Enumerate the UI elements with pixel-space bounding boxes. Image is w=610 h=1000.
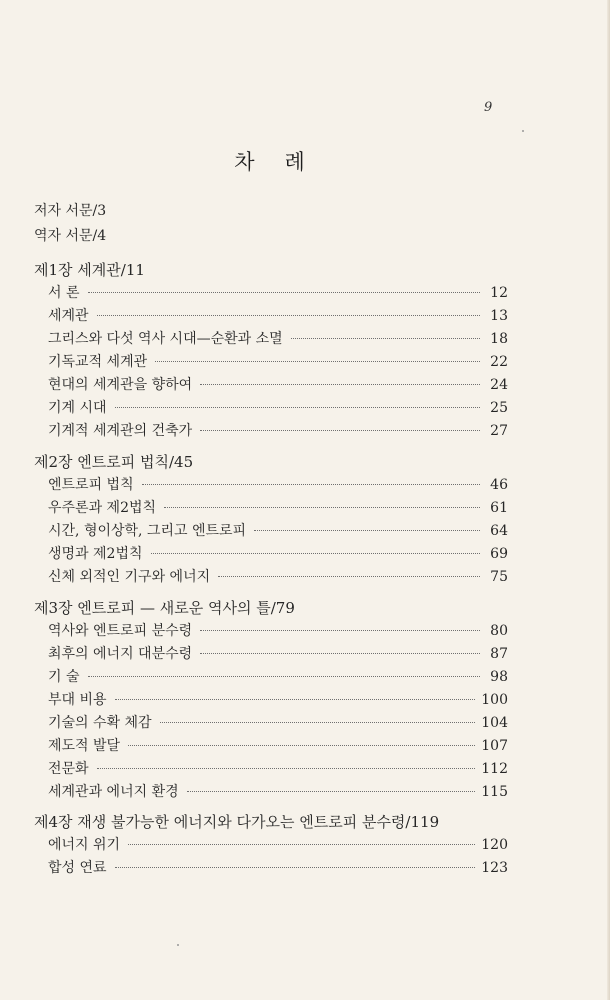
- toc-entry[interactable]: [48, 352, 508, 372]
- toc-entry[interactable]: [48, 736, 508, 756]
- toc-entry-page: 22: [490, 354, 508, 370]
- toc-entry-label: 현대의 세계관을 향하여: [48, 377, 193, 393]
- toc-entry-page: 115: [481, 784, 508, 800]
- toc-entry-label: 부대 비용: [48, 692, 107, 708]
- toc-entry[interactable]: [48, 306, 508, 326]
- dot-leader: [164, 507, 480, 508]
- toc-entry-label: 엔트로피 법칙: [48, 477, 134, 493]
- toc-entry-label: 세계관과 에너지 환경: [48, 784, 179, 800]
- toc-entry[interactable]: [48, 644, 508, 664]
- toc-entry[interactable]: [48, 690, 508, 710]
- toc-entry-page: 120: [481, 837, 508, 853]
- toc-entry-page: 123: [481, 860, 508, 876]
- dot-leader: [155, 361, 480, 362]
- toc-preface[interactable]: 역자 서문/4: [34, 228, 107, 244]
- toc-entry-label: 기계 시대: [48, 400, 107, 416]
- toc-entry-page: 18: [490, 331, 508, 347]
- dot-leader: [88, 292, 481, 293]
- dot-leader: [200, 630, 480, 631]
- dot-leader: [151, 553, 480, 554]
- toc-entry-page: 100: [481, 692, 508, 708]
- toc-entry[interactable]: [48, 475, 508, 495]
- toc-entry-label: 생명과 제2법칙: [48, 546, 143, 562]
- dot-leader: [200, 384, 480, 385]
- toc-entry-label: 신체 외적인 기구와 에너지: [48, 569, 211, 585]
- toc-entry-label: 기술의 수확 체감: [48, 715, 152, 731]
- toc-entry-label: 기계적 세계관의 건축가: [48, 423, 193, 439]
- toc-entry-label: 시간, 형이상학, 그리고 엔트로피: [48, 523, 247, 539]
- toc-entry-page: 13: [490, 308, 508, 324]
- toc-entry-page: 12: [490, 285, 508, 301]
- title-char: 례: [284, 150, 311, 174]
- toc-entry-page: 87: [490, 646, 508, 662]
- toc-preface[interactable]: 저자 서문/3: [34, 203, 107, 219]
- toc-entry-page: 27: [490, 423, 508, 439]
- toc-entry[interactable]: [48, 544, 508, 564]
- dot-leader: [291, 338, 480, 339]
- toc-entry-label: 기독교적 세계관: [48, 354, 148, 370]
- paper-speck: [522, 130, 524, 132]
- toc-entry-label: 에너지 위기: [48, 837, 121, 853]
- toc-chapter-heading[interactable]: 제4장 재생 불가능한 에너지와 다가오는 엔트로피 분수령/119: [34, 813, 440, 831]
- toc-entry[interactable]: [48, 283, 508, 303]
- page-number: 9: [484, 100, 493, 115]
- dot-leader: [115, 867, 476, 868]
- toc-entry-page: 104: [481, 715, 508, 731]
- toc-entry-label: 우주론과 제2법칙: [48, 500, 157, 516]
- toc-entry-page: 98: [490, 669, 508, 685]
- dot-leader: [142, 484, 480, 485]
- toc-entry[interactable]: [48, 835, 508, 855]
- toc-entry[interactable]: [48, 759, 508, 779]
- toc-entry[interactable]: [48, 521, 508, 541]
- toc-entry[interactable]: [48, 782, 508, 802]
- dot-leader: [128, 844, 475, 845]
- paper-speck: [177, 944, 179, 946]
- toc-entry[interactable]: [48, 421, 508, 441]
- toc-entry-page: 64: [490, 523, 508, 539]
- toc-entry-page: 24: [490, 377, 508, 393]
- title-char: 차: [234, 150, 261, 174]
- toc-entry[interactable]: [48, 398, 508, 418]
- toc-entry[interactable]: [48, 858, 508, 878]
- dot-leader: [97, 768, 476, 769]
- dot-leader: [200, 430, 480, 431]
- toc-entry-label: 합성 연료: [48, 860, 107, 876]
- toc-entry-page: 46: [490, 477, 508, 493]
- toc-entry-label: 그리스와 다섯 역사 시대—순환과 소멸: [48, 331, 283, 347]
- toc-entry-page: 61: [490, 500, 508, 516]
- toc-chapter-heading[interactable]: 제2장 엔트로피 법칙/45: [34, 453, 194, 471]
- toc-entry-label: 기 술: [48, 669, 80, 685]
- toc-entry[interactable]: [48, 567, 508, 587]
- toc-entry-page: 107: [481, 738, 508, 754]
- toc-entry[interactable]: [48, 713, 508, 733]
- dot-leader: [128, 745, 475, 746]
- toc-entry[interactable]: [48, 498, 508, 518]
- toc-entry-label: 제도적 발달: [48, 738, 121, 754]
- page-title: [0, 146, 545, 176]
- toc-entry-label: 전문화: [48, 761, 89, 777]
- dot-leader: [115, 407, 480, 408]
- toc-entry-page: 75: [490, 569, 508, 585]
- dot-leader: [200, 653, 480, 654]
- toc-entry-label: 세계관: [48, 308, 89, 324]
- toc-entry-page: 69: [490, 546, 508, 562]
- dot-leader: [160, 722, 476, 723]
- toc-chapter-heading[interactable]: 제1장 세계관/11: [34, 261, 145, 279]
- toc-chapter-heading[interactable]: 제3장 엔트로피 — 새로운 역사의 틀/79: [34, 599, 295, 617]
- toc-entry[interactable]: [48, 375, 508, 395]
- toc-entry-page: 25: [490, 400, 508, 416]
- dot-leader: [88, 676, 481, 677]
- toc-entry[interactable]: [48, 667, 508, 687]
- toc-entry-label: 역사와 엔트로피 분수령: [48, 623, 193, 639]
- toc-entry-label: 최후의 에너지 대분수령: [48, 646, 193, 662]
- toc-entry[interactable]: [48, 329, 508, 349]
- dot-leader: [187, 791, 476, 792]
- dot-leader: [254, 530, 480, 531]
- toc-entry-page: 112: [481, 761, 508, 777]
- toc-entry[interactable]: [48, 621, 508, 641]
- toc-entry-page: 80: [490, 623, 508, 639]
- dot-leader: [218, 576, 480, 577]
- dot-leader: [115, 699, 476, 700]
- toc-entry-label: 서 론: [48, 285, 80, 301]
- dot-leader: [97, 315, 480, 316]
